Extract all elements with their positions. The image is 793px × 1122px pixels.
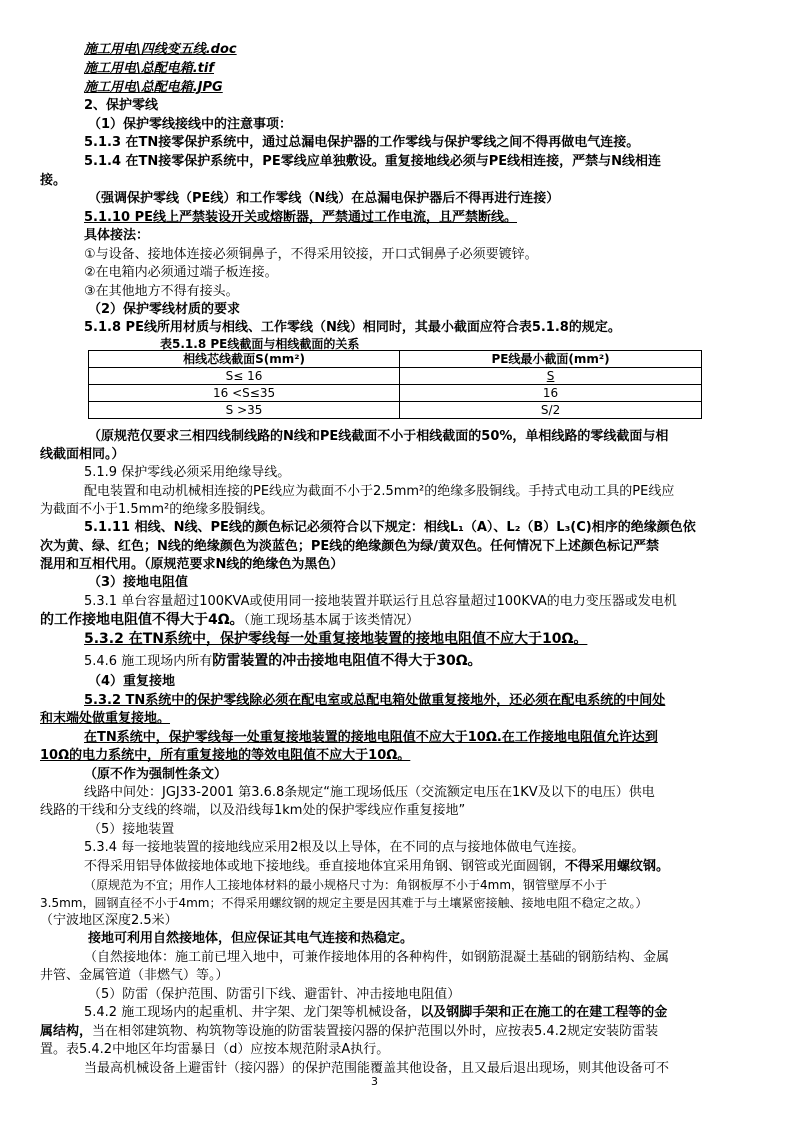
- page-number: 3: [371, 1075, 378, 1088]
- note-emphasis: （强调保护零线（PE线）和工作零线（N线）在总漏电保护器后不得再进行连接）: [88, 191, 560, 206]
- pe-section-table: [88, 350, 702, 419]
- natural-ground-definition-cont: 井管、金属管道（非燃气）等。）: [40, 968, 229, 983]
- clause-5-4-2-end: 置。表5.4.2中地区年均雷暴日（d）应按本规范附录A执行。: [40, 1042, 390, 1057]
- ningbo-depth-note: （宁波地区深度2.5米）: [40, 913, 178, 928]
- pe-wire-spec: 配电装置和电动机械相连接的PE线应为截面不小于2.5mm²的绝缘多股铜线。手持式电动工具的PE线应: [84, 484, 675, 499]
- clause-5-1-11-end: 混用和互相代用。（原规范要求N线的绝缘色为黑色）: [40, 557, 344, 572]
- table-header-row: [89, 351, 702, 368]
- section-heading-protective-neutral: 2、保护零线: [84, 98, 159, 113]
- table-header-pe: PE线最小截面(mm²): [400, 351, 702, 368]
- table-cell: S: [400, 368, 702, 385]
- link-main-box-jpg[interactable]: 施工用电\总配电箱.JPG: [84, 80, 223, 95]
- pe-wire-spec-cont: 为截面不小于1.5mm²的绝缘多股铜线。: [40, 502, 274, 517]
- subheading-lightning: （5）防雷（保护范围、防雷引下线、避雷针、冲击接地电阻值）: [88, 987, 461, 1002]
- repeat-ground-resistance: 在TN系统中，保护零线每一处重复接地装置的接地电阻值不应大于10Ω.在工作接地电阻值允许达到: [84, 730, 658, 745]
- natural-ground-rule: 接地可利用自然接地体，但应保证其电气连接和热稳定。: [88, 931, 414, 946]
- protection-range-text: 当在相邻建筑物、构筑物等设施的防雷装置接闪器的保护范围以外时，应按表5.4.2规定安装防雷装: [92, 1024, 659, 1039]
- clause-5-1-11-cont: 次为黄、绿、红色；N线的绝缘颜色为淡蓝色；PE线的绝缘颜色为绿/黄双色。任何情况下上述颜色标记严禁: [40, 539, 660, 554]
- clause-5-1-4: 5.1.4 在TN接零保护系统中，PE零线应单独敷设。重复接地线必须与PE线相连接，严禁与N线相连: [84, 154, 661, 169]
- subheading-resistance: （3）接地电阻值: [88, 575, 189, 590]
- table-cell: 16: [400, 385, 702, 402]
- subheading-notes: （1）保护零线接线中的注意事项：: [88, 117, 293, 132]
- clause-5-3-2-tn-cont: 和末端处做重复接地。: [40, 711, 171, 726]
- old-spec-size-note: （原规范为不宜；用作人工接地体材料的最小规格尺寸为：角钢板厚不小于4mm，钢管壁厚不小于: [84, 878, 608, 892]
- clause-5-4-2-text: 5.4.2 施工现场内的起重机、井字架、龙门架等机械设备，: [84, 1005, 421, 1020]
- link-four-wire-doc[interactable]: 施工用电\四线变五线.doc: [84, 42, 237, 57]
- clause-5-4-6-prefix: 5.4.6 施工现场内所有: [84, 654, 213, 669]
- connection-method-heading: 具体接法：: [84, 228, 150, 243]
- note-not-mandatory: （原不作为强制性条文）: [84, 767, 228, 782]
- table-row: [89, 402, 702, 419]
- table-header-phase: 相线芯线截面S(mm²): [89, 351, 400, 368]
- subheading-material: （2）保护零线材质的要求: [88, 302, 241, 317]
- work-ground-resistance: 的工作接地电阻值不得大于4Ω。: [40, 612, 244, 628]
- clause-5-1-10: 5.1.10 PE线上严禁装设开关或熔断器，严禁通过工作电流，且严禁断线。: [84, 210, 517, 225]
- clause-5-3-2-tn: 5.3.2 TN系统中的保护零线除必须在配电室或总配电箱处做重复接地外，还必须在配电系统的中间处: [84, 693, 666, 708]
- clause-5-3-2: 5.3.2 在TN系统中，保护零线每一处重复接地装置的接地电阻值不应大于10Ω。: [84, 631, 588, 647]
- method-item-1: ①与设备、接地体连接必须铜鼻子，不得采用铰接，开口式铜鼻子必须要镀锌。: [84, 247, 538, 262]
- natural-ground-definition: （自然接地体：施工前已埋入地中，可兼作接地体用的各种构件，如钢筋混凝土基础的钢筋结构、金属: [84, 950, 670, 965]
- ground-material-rule: [84, 858, 669, 876]
- lightning-resistance: 防雷装置的冲击接地电阻值不得大于30Ω。: [212, 653, 482, 669]
- table-cell: S≤ 16: [89, 368, 400, 385]
- subheading-ground-device: （5）接地装置: [88, 822, 175, 837]
- clause-5-4-2-cont: [40, 1023, 658, 1041]
- jgj-reference-cont: 线路的干线和分支线的终端，以及沿线每1km处的保护零线应作重复接地”: [40, 803, 466, 818]
- table-cell: 16 <S≤35: [89, 385, 400, 402]
- repeat-ground-resistance-cont: 10Ω的电力系统中，所有重复接地的等效电阻值不应大于10Ω。: [40, 748, 411, 763]
- site-note: （施工现场基本属于该类情况）: [243, 613, 420, 628]
- clause-5-1-8: 5.1.8 PE线所用材质与相线、工作零线（N线）相同时，其最小截面应符合表5.1.8的规定。: [84, 320, 621, 335]
- table-row: [89, 385, 702, 402]
- note-old-spec-n-pe-cont: 线截面相同。）: [40, 447, 125, 462]
- method-item-2: ②在电箱内必须通过端子板连接。: [84, 265, 278, 280]
- clause-5-3-4: 5.3.4 每一接地装置的接地线应采用2根及以上导体，在不同的点与接地体做电气连接。: [84, 840, 585, 855]
- table-caption: 表5.1.8 PE线截面与相线截面的关系: [160, 337, 360, 351]
- scaffold-structure-text: 以及钢脚手架和正在施工的在建工程等的金: [420, 1005, 668, 1020]
- table-row: [89, 368, 702, 385]
- clause-5-3-1: 5.3.1 单台容量超过100KVA或使用同一接地装置并联运行且总容量超过100KVA的电力变压器或发电机: [84, 594, 677, 609]
- clause-5-1-3: 5.1.3 在TN接零保护系统中，通过总漏电保护器的工作零线与保护零线之间不得再做电气连接。: [84, 135, 640, 150]
- jgj-reference: 线路中间处：JGJ33-2001 第3.6.8条规定“施工现场低压（交流额定电压在1KV及以下的电压）供电: [84, 785, 655, 800]
- ground-material-text: 不得采用铝导体做接地体或地下接地线。垂直接地体宜采用角钢、钢管或光面圆钢，: [84, 859, 566, 874]
- clause-5-1-4-cont: 接。: [40, 173, 67, 188]
- clause-5-4-6: [84, 652, 482, 671]
- clause-5-3-1-cont: [40, 611, 419, 630]
- link-main-box-tif[interactable]: 施工用电\总配电箱.tif: [84, 61, 215, 76]
- no-rebar-rule: 不得采用螺纹钢。: [565, 859, 670, 874]
- method-item-3: ③在其他地方不得有接头。: [84, 284, 239, 299]
- clause-5-1-9: 5.1.9 保护零线必须采用绝缘导线。: [84, 465, 291, 480]
- metal-structure-text: 属结构，: [40, 1024, 93, 1039]
- note-old-spec-n-pe: （原规范仅要求三相四线制线路的N线和PE线截面不小于相线截面的50%，单相线路的零线截面与相: [88, 429, 669, 444]
- table-cell: S >35: [89, 402, 400, 419]
- lightning-coverage-note: 当最高机械设备上避雷针（接闪器）的保护范围能覆盖其他设备，且又最后退出现场，则其他设备可不: [84, 1061, 670, 1076]
- subheading-repeat-ground: （4）重复接地: [88, 674, 176, 689]
- clause-5-4-2: [84, 1004, 667, 1022]
- old-spec-size-note-cont: 3.5mm，圆钢直径不小于4mm；不得采用螺纹钢的规定主要是因其难于与土壤紧密接触、接地电阻不稳定之故。）: [40, 896, 648, 910]
- clause-5-1-11: 5.1.11 相线、N线、PE线的颜色标记必须符合以下规定：相线L₁（A）、L₂（B）L₃(C)相序的绝缘颜色依: [84, 520, 696, 535]
- table-cell: S/2: [400, 402, 702, 419]
